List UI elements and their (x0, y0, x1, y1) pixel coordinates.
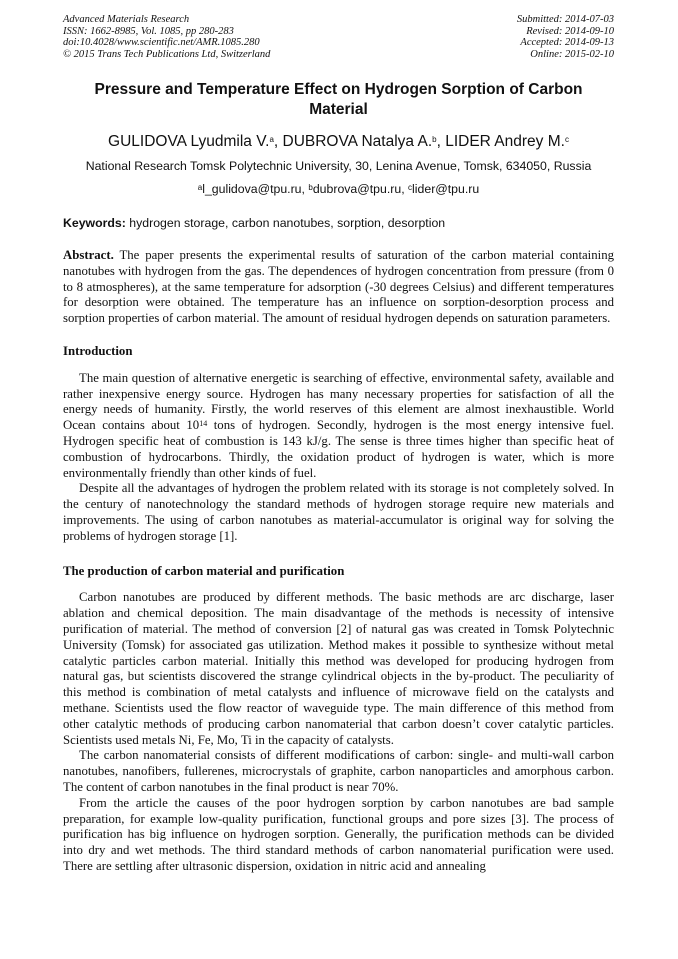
keywords-label: Keywords: (63, 216, 126, 230)
revised-date: Revised: 2014-09-10 (526, 25, 614, 37)
section-heading-production: The production of carbon material and purification (63, 563, 345, 578)
paragraph-text: tons of hydrogen. Secondly, hydrogen is the most energy intensive fuel. Hydrogen specific heat of combustion is 143 kJ/g. The sense is three times higher than specific heat of combustion of hydrocarbons. Thirdly, the oxidation product of hydrogen is water, which is more environmentally friendly than other kinds of fuel. (63, 418, 614, 480)
journal-name: Advanced Materials Research (63, 14, 190, 25)
paper-title (63, 80, 614, 120)
author-1-mark: a (269, 135, 274, 144)
paragraph: Carbon nanotubes are produced by different methods. The basic methods are arc discharge, laser ablation and chemical deposition. The main disadvantage of the methods is necessity of intensive purification of material. The method of conversion [2] of natural gas was created in Tomsk Polytechnic University (Tomsk) for associated gas utilization. Method makes it possible to synthesize without metal catalytic particles carbon material. Initially this method was developed for producing hydrogen from natural gas, but scientists discovered the strange cylindrical objects in the by-product. The peculiarity of this method is combination of metal catalysts and influence of microwave field on the catalysts and methane. Scientists used the flow reactor of waveguide type. The main difference of this method from other catalytic methods of producing carbon nanomaterial that carbon doesn’t cover catalytic particles. Scientists used metals Ni, Fe, Mo, Ti in the capacity of catalysts. (63, 590, 614, 747)
author-3-mark: c (564, 135, 569, 144)
email-2[interactable]: dubrova@tpu.ru, (312, 182, 405, 196)
email-2-mark: b (308, 183, 313, 192)
author-separator: , (436, 133, 446, 150)
journal-info (63, 14, 270, 60)
online-date: Online: 2015-02-10 (530, 48, 614, 60)
doi-line: doi:10.4028/www.scientific.net/AMR.1085.280 (63, 37, 260, 48)
abstract (63, 248, 614, 327)
paragraph: The carbon nanomaterial consists of different modifications of carbon: single- and multi-wall carbon nanotubes, nanofibers, fullerenes, microcrystals of graphite, carbon nanoparticles and amorphous carbon. The content of carbon nanotubes in the final product is near 70%. (63, 748, 614, 794)
title-line-1: Pressure and Temperature Effect on Hydrogen Sorption of Carbon (94, 81, 583, 98)
author-2: DUBROVA Natalya A. (282, 133, 433, 150)
email-1-mark: a (197, 183, 203, 192)
paragraph: Despite all the advantages of hydrogen the problem related with its storage is not completely solved. In the century of nanotechnology the standard methods of hydrogen storage require new materials and improvements. The using of carbon nanotubes as material-accumulator is original way for solving the problems of hydrogen storage [1]. (63, 481, 614, 543)
submitted-date: Submitted: 2014-07-03 (516, 14, 614, 25)
journal-header (63, 14, 614, 60)
issn-line: ISSN: 1662-8985, Vol. 1085, pp 280-283 (63, 25, 234, 37)
author-1: GULIDOVA Lyudmila V. (108, 133, 270, 150)
paper-page (63, 14, 614, 875)
keywords (63, 216, 614, 231)
author-list (63, 133, 614, 151)
email-3-mark: c (408, 183, 413, 192)
paragraph (63, 371, 614, 482)
author-separator: , (273, 133, 283, 150)
abstract-label: Abstract. (63, 248, 114, 262)
author-2-mark: b (432, 135, 437, 144)
dates-info (517, 14, 614, 60)
paragraph: From the article the causes of the poor hydrogen sorption by carbon nanotubes are bad sample preparation, for example low-quality purification, functional groups and pore sizes [3]. The process of purification has big influence on hydrogen sorption. Generally, the purification methods can be divided into dry and wet methods. The third standard methods of carbon nanomaterial purification were used. There are settling after ultrasonic dispersion, oxidation in nitric acid and annealing (63, 795, 614, 873)
paragraph-text: The main question of alternative energetic is searching of effective, environmental safety, available and rather inexpensive energy source. Hydrogen has many necessary properties for satisfaction of all the energy needs of humanity. Firstly, the world reserves of this element are almost inexhaustible. World Ocean contains about 10 (63, 370, 614, 433)
copyright-line: © 2015 Trans Tech Publications Ltd, Switzerland (63, 48, 271, 60)
accepted-date: Accepted: 2014-09-13 (520, 37, 614, 48)
title-line-2: Material (309, 101, 368, 118)
email-3[interactable]: lider@tpu.ru (412, 182, 480, 196)
keywords-text: hydrogen storage, carbon nanotubes, sorption, desorption (125, 216, 446, 230)
email-list (63, 182, 614, 197)
author-3: LIDER Andrey M. (445, 133, 565, 150)
abstract-text: The paper presents the experimental results of saturation of the carbon material containing nanotubes with hydrogen from the gas. The dependences of hydrogen concentration from pressure (from 0 to 8 atmospheres), at the same temperature for adsorption (-30 degrees Celsius) and different temperatures for desorption were obtained. The temperature has an influence on sorption-desorption process and sorption properties of carbon material. The amount of residual hydrogen depends on saturation parameters. (63, 248, 614, 326)
section-heading-introduction: Introduction (63, 343, 133, 358)
affiliation: National Research Tomsk Polytechnic University, 30, Lenina Avenue, Tomsk, 634050, Russia (85, 159, 592, 173)
email-1[interactable]: l_gulidova@tpu.ru, (202, 182, 305, 196)
exponent: 14 (199, 419, 208, 429)
